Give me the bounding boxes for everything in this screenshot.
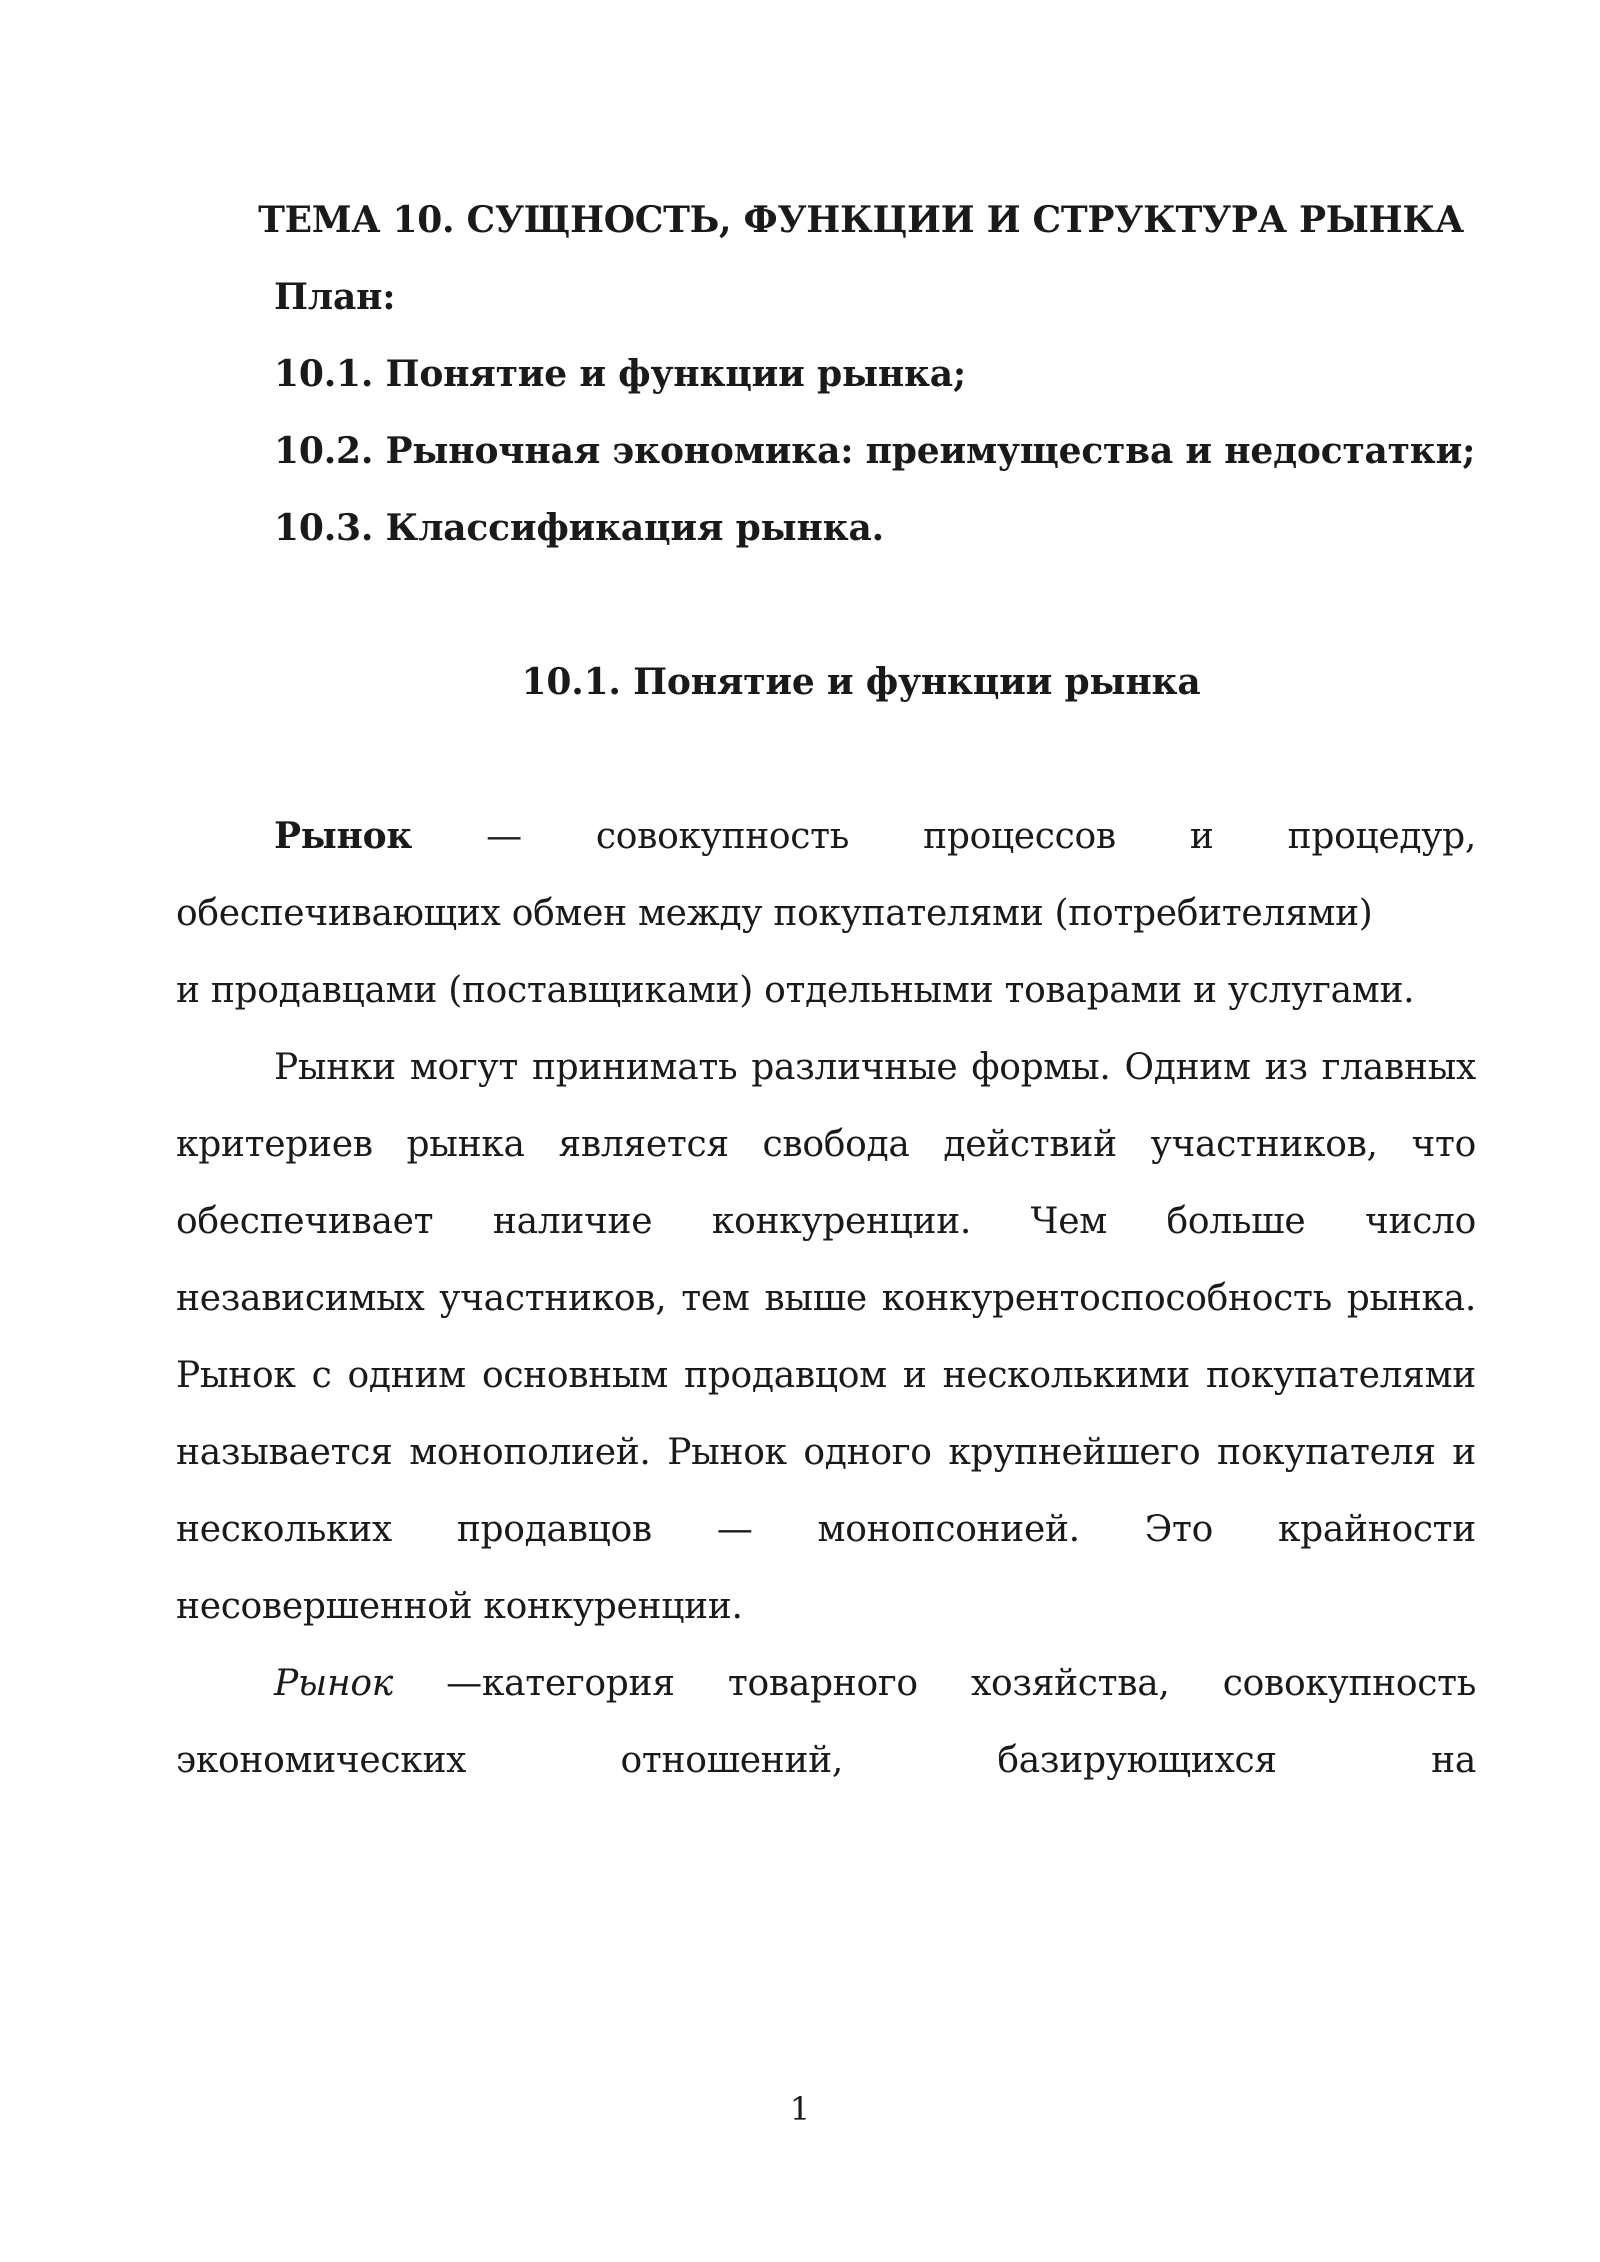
plan-item: 10.2. Рыночная экономика: преимущества и недостатки; <box>274 430 1476 472</box>
paragraph-market-category <box>176 1645 1476 1799</box>
definition-line1: — совокупность процессов и процедур, <box>412 816 1476 857</box>
page-number: 1 <box>789 2090 811 2128</box>
paragraph-definition <box>176 798 1476 1029</box>
section-heading: 10.1. Понятие и функции рынка <box>521 661 1201 703</box>
category-term: Рынок <box>274 1663 393 1704</box>
category-text: —категория товарного хозяйства, совокупность экономических отношений, базирующихся на <box>176 1663 1476 1781</box>
plan-item: 10.3. Классификация рынка. <box>274 507 884 549</box>
plan-item: 10.1. Понятие и функции рынка; <box>274 353 966 395</box>
paragraph-market-forms: Рынки могут принимать различные формы. Одним из главных критериев рынка является свобода действий участников, что обеспечивает наличие конкуренции. Чем больше число независимых участников, тем выше конкурентоспособность рынка. Рынок с одним основным продавцом и несколькими покупателями называется монополией. Рынок одного крупнейшего покупателя и нескольких продавцов — монопсонией. Это крайности несовершенной конкуренции. <box>176 1047 1476 1627</box>
page-title: ТЕМА 10. СУЩНОСТЬ, ФУНКЦИИ И СТРУКТУРА РЫНКА <box>258 199 1464 241</box>
definition-first-line <box>176 798 1476 875</box>
definition-term: Рынок <box>274 815 413 857</box>
plan-label: План: <box>274 276 396 318</box>
definition-line3: и продавцами (поставщиками) отдельными товарами и услугами. <box>176 970 1415 1011</box>
document-body <box>176 182 1476 1799</box>
definition-line2: обеспечивающих обмен между покупателями (потребителями) <box>176 893 1373 934</box>
